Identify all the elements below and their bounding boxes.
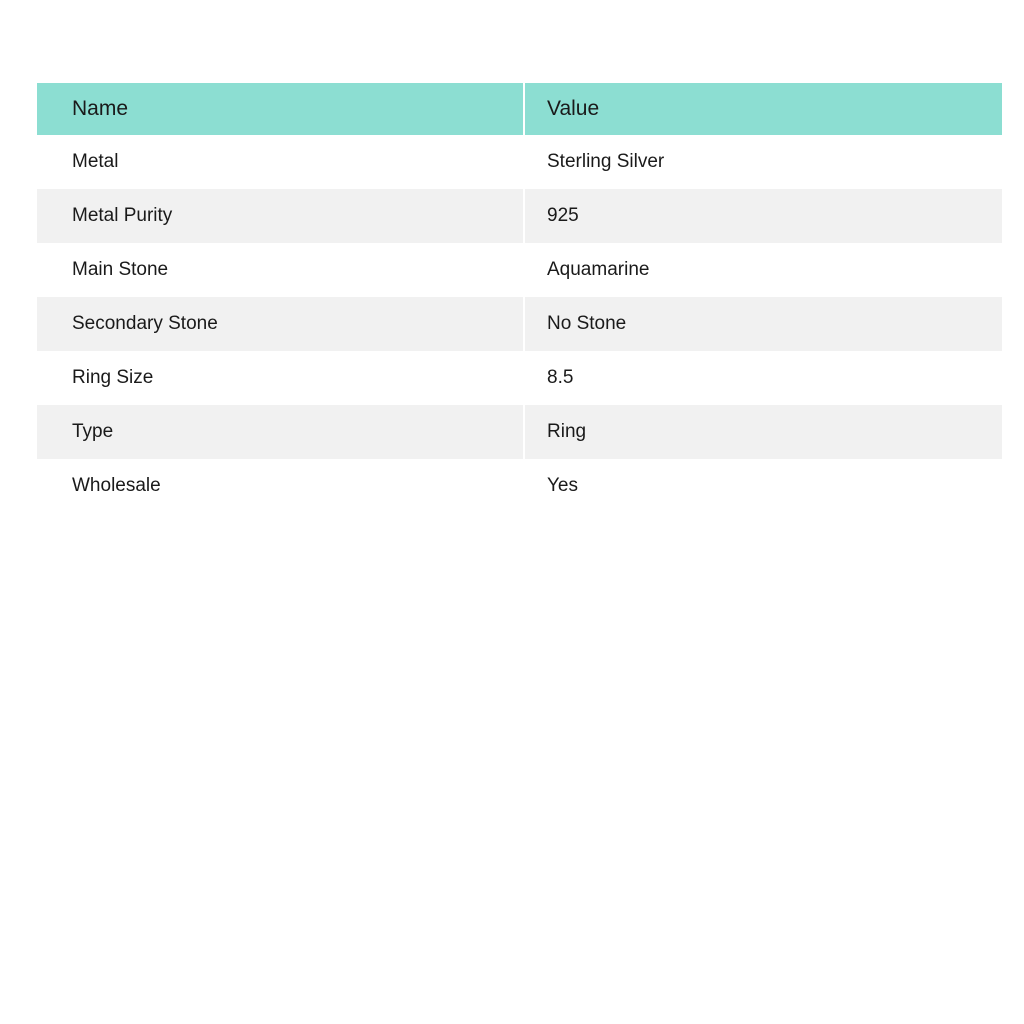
table-row xyxy=(37,297,1002,351)
cell-attribute-name: Main Stone xyxy=(37,243,524,297)
column-header-name: Name xyxy=(37,83,524,135)
column-header-value: Value xyxy=(524,83,1002,135)
cell-attribute-value: Sterling Silver xyxy=(524,135,1002,189)
cell-attribute-value: Aquamarine xyxy=(524,243,1002,297)
table-row xyxy=(37,243,1002,297)
cell-attribute-name: Metal Purity xyxy=(37,189,524,243)
specification-table-container xyxy=(37,83,1002,513)
cell-attribute-name: Type xyxy=(37,405,524,459)
table-header-row xyxy=(37,83,1002,135)
cell-attribute-value: 8.5 xyxy=(524,351,1002,405)
cell-attribute-value: Yes xyxy=(524,459,1002,513)
specification-table xyxy=(37,83,1002,513)
table-row xyxy=(37,459,1002,513)
cell-attribute-name: Metal xyxy=(37,135,524,189)
cell-attribute-name: Wholesale xyxy=(37,459,524,513)
cell-attribute-value: Ring xyxy=(524,405,1002,459)
table-row xyxy=(37,405,1002,459)
cell-attribute-value: 925 xyxy=(524,189,1002,243)
table-row xyxy=(37,189,1002,243)
cell-attribute-value: No Stone xyxy=(524,297,1002,351)
cell-attribute-name: Secondary Stone xyxy=(37,297,524,351)
table-row xyxy=(37,135,1002,189)
cell-attribute-name: Ring Size xyxy=(37,351,524,405)
table-body xyxy=(37,135,1002,513)
table-row xyxy=(37,351,1002,405)
table-header xyxy=(37,83,1002,135)
